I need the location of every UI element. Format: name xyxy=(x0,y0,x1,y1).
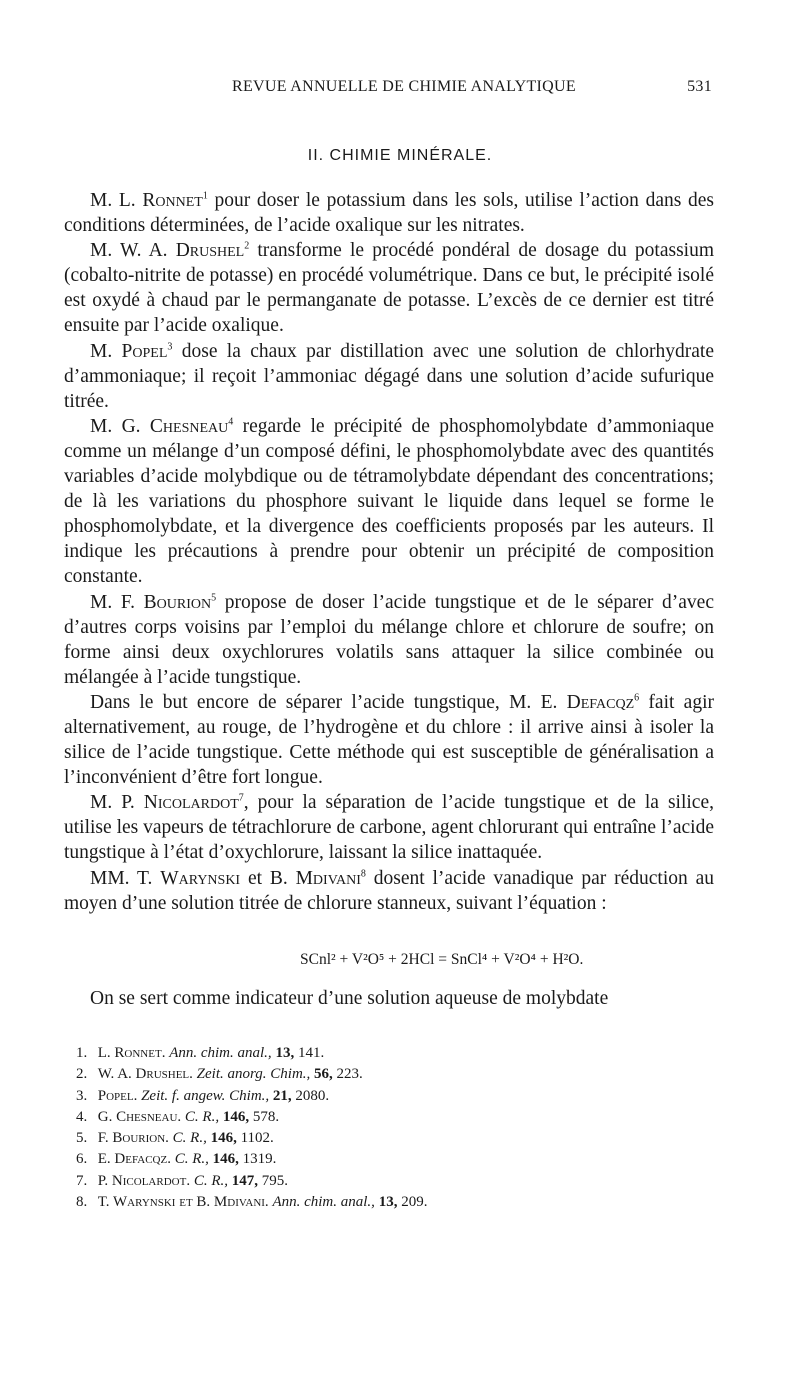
footnote-page: 578. xyxy=(252,1108,280,1125)
author-initials: M. xyxy=(90,340,122,362)
body-text xyxy=(64,188,714,916)
paragraph-defacqz xyxy=(64,690,714,790)
footnote-marker: 3 xyxy=(167,341,173,353)
author-name: Bourion xyxy=(143,591,212,613)
footnote-marker: 7 xyxy=(238,792,244,804)
paragraph-text: transforme le procédé pondéral de dosage du potassium (cobalto-nitrite de potasse) en procédé volumétrique. Dans ce but, le précipité isolé est oxydé à chaud par le permanganate de potasse. L’excès de ce dernier est titré ensuite par l’acide oxalique. xyxy=(64,240,715,337)
paragraph-text: pour doser le potassium dans les sols, utilise l’action dans des conditions déterminées, de l’acide oxalique sur les nitrates. xyxy=(64,190,714,237)
paragraph-text: dose la chaux par distillation avec une solution de chlorhydrate d’ammoniaque; il reçoit l’ammoniac dégagé dans une solution d’acide sufurique titrée. xyxy=(64,340,714,412)
footnote-number: 3. xyxy=(76,1087,88,1104)
paragraph-ronnet xyxy=(64,188,714,238)
footnote-volume: 146, xyxy=(212,1151,239,1168)
footnote-marker: 2 xyxy=(244,240,250,252)
chemical-equation: SCnl² + V²O⁵ + 2HCl = SnCl⁴ + V²O⁴ + H²O. xyxy=(300,951,584,968)
footnote-marker: 1 xyxy=(202,190,208,202)
author-initials: M. F. xyxy=(90,591,144,613)
author-name: Popel xyxy=(121,340,168,362)
footnote-marker: 4 xyxy=(228,416,234,428)
footnote-journal: C. R., xyxy=(184,1108,220,1125)
footnote-author: F. Bourion. xyxy=(97,1130,169,1147)
running-title: REVUE ANNUELLE DE CHIMIE ANALYTIQUE xyxy=(232,78,576,95)
paragraph-text: propose de doser l’acide tungstique et de le séparer d’avec d’autres corps voisins par l’emploi du mélange chlore et chlorure de soufre; on forme ainsi deux oxychlorures volatils sans attaquer la silice combinée ou mélangée à l’acide tungstique. xyxy=(64,591,714,688)
footnote-marker: 5 xyxy=(211,592,217,603)
footnote-page: 223. xyxy=(336,1066,363,1083)
footnote xyxy=(76,1086,716,1107)
footnote xyxy=(76,1149,716,1170)
footnote xyxy=(76,1128,716,1149)
footnote-number: 6. xyxy=(76,1151,88,1168)
footnote-journal: Zeit. f. angew. Chim., xyxy=(141,1087,270,1104)
paragraph-text: fait agir alternativement, au rouge, de l’hydrogène et du chlore : il arrive ainsi à isoler la silice de l’acide tungstique. Cette méthode qui est susceptible de généralisation a l’inconvénient d’être fort longue. xyxy=(64,691,714,789)
footnote-journal: C. R., xyxy=(193,1172,228,1189)
paragraph-text: , pour la séparation de l’acide tungstique et de la silice, utilise les vapeurs de tétrachlorure de carbone, agent chlorurant qui entraîne l’acide tungstique à l’état d’oxychlorure, laissant la silice inattaquée. xyxy=(64,792,714,864)
footnote-number: 8. xyxy=(76,1194,88,1211)
footnote-marker: 8 xyxy=(360,868,366,880)
footnote xyxy=(76,1107,716,1128)
footnote-author: Popel. xyxy=(97,1087,138,1104)
paragraph-bourion xyxy=(64,590,714,690)
footnote-volume: 146, xyxy=(222,1108,250,1125)
footnote-author: L. Ronnet. xyxy=(97,1045,166,1061)
footnote-author: E. Defacqz. xyxy=(97,1151,171,1168)
footnote-journal: Zeit. anorg. Chim., xyxy=(196,1066,311,1083)
footnote-author: W. A. Drushel. xyxy=(97,1066,193,1083)
footnote xyxy=(76,1043,716,1064)
footnote xyxy=(76,1171,716,1192)
footnote-page: 1319. xyxy=(242,1151,277,1168)
section-title: II. CHIMIE MINÉRALE. xyxy=(307,147,493,164)
paragraph-nicolardot xyxy=(64,790,714,865)
footnote-page: 795. xyxy=(261,1172,288,1189)
paragraph-drushel xyxy=(64,238,714,338)
footnote-journal: C. R., xyxy=(172,1130,207,1147)
footnote-page: 2080. xyxy=(295,1087,330,1104)
page-number: 531 xyxy=(687,78,712,95)
author-name: Ronnet xyxy=(142,190,203,211)
paragraph-warynski xyxy=(64,866,714,916)
footnote-number: 5. xyxy=(76,1130,88,1147)
author-name-second: Mdivani xyxy=(295,867,361,889)
author-initials: M. L. xyxy=(90,190,143,211)
footnote-volume: 147, xyxy=(231,1172,258,1189)
footnote-volume: 13, xyxy=(275,1045,295,1061)
footnote-page: 1102. xyxy=(240,1130,274,1147)
footnote-volume: 13, xyxy=(378,1194,398,1211)
footnote xyxy=(76,1192,716,1213)
author-name: Drushel xyxy=(175,240,245,262)
paragraph-text: regarde le précipité de phosphomolybdate d’ammoniaque comme un mélange d’un composé défini, le phosphomolybdate avec des quantités variables d’acide molybdique ou de tétramolybdate dépendant des concentrations; de là les variations du phosphore suivant le liquide dans lequel se forme le phosphomolybdate, et la divergence des coefficients proposés par les auteurs. Il indique les précautions à prendre pour obtenir un précipité de composition constante. xyxy=(64,415,714,588)
footnote-volume: 146, xyxy=(210,1130,237,1147)
author-name: Defacqz xyxy=(566,691,635,713)
paragraph-chesneau xyxy=(64,414,714,590)
author-initials: MM. T. xyxy=(90,867,161,889)
continuation-text: On se sert comme indicateur d’une solution aqueuse de molybdate xyxy=(90,988,609,1009)
footnote-page: 141. xyxy=(297,1045,325,1061)
footnotes xyxy=(76,1043,716,1213)
footnote-number: 2. xyxy=(76,1066,88,1083)
footnote-author: G. Chesneau. xyxy=(97,1108,182,1125)
footnote-journal: Ann. chim. anal., xyxy=(272,1194,375,1211)
author-name: Warynski xyxy=(160,867,241,889)
running-head xyxy=(232,78,712,100)
paragraph-text: dosent l’acide vanadique par réduction au moyen d’une solution titrée de chlorure stanneux, suivant l’équation : xyxy=(64,867,714,914)
author-name: Chesneau xyxy=(149,415,229,437)
paragraph-lead: Dans le but encore de séparer l’acide tungstique, M. E. xyxy=(90,691,567,713)
author-name: Nicolardot xyxy=(143,792,239,814)
paragraph-popel xyxy=(64,339,714,414)
footnote-number: 1. xyxy=(76,1045,88,1061)
footnote-volume: 21, xyxy=(272,1087,292,1104)
footnote-volume: 56, xyxy=(314,1066,333,1083)
footnote-journal: Ann. chim. anal., xyxy=(169,1045,272,1061)
author-initials: M. P. xyxy=(90,792,144,814)
footnote-number: 7. xyxy=(76,1172,88,1189)
author-joiner: et B. xyxy=(240,867,296,889)
author-initials: M. G. xyxy=(90,415,150,437)
footnote-page: 209. xyxy=(401,1194,428,1211)
footnote xyxy=(76,1064,716,1085)
footnote-number: 4. xyxy=(76,1108,88,1125)
footnote-author: P. Nicolardot. xyxy=(97,1172,191,1189)
footnote-journal: C. R., xyxy=(174,1151,209,1168)
author-initials: M. W. A. xyxy=(90,240,176,262)
footnote-marker: 6 xyxy=(634,692,640,704)
footnote-author: T. Warynski et B. Mdivani. xyxy=(97,1194,269,1211)
